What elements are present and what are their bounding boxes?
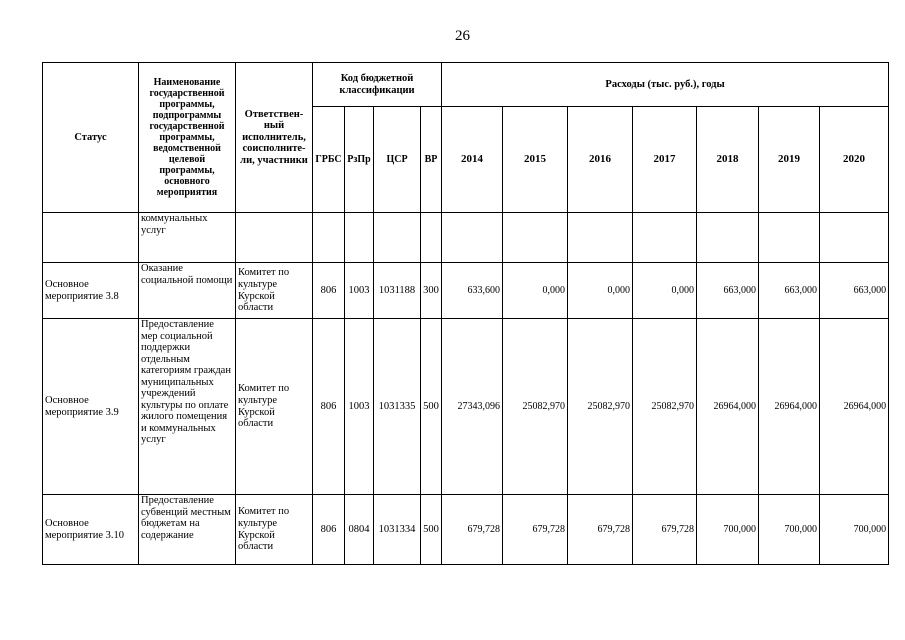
header-year-2020: 2020 [820, 107, 889, 213]
header-year-2014: 2014 [442, 107, 503, 213]
row-value-2020: 26964,000 [820, 319, 889, 495]
row-name: Предоставление субвенций местным бюджетам на содержание [139, 495, 236, 565]
row-value-2014: 27343,096 [442, 319, 503, 495]
row-grbs: 806 [313, 263, 345, 319]
row-status: Основное мероприятие 3.8 [43, 263, 139, 319]
row-value-2019 [759, 213, 820, 263]
row-value-2017 [633, 213, 697, 263]
header-program-name: Наименование государственной программы, подпрограммы государственной программы, ведомственной целевой программы, основного мероприятия [139, 63, 236, 213]
row-rzpr [345, 213, 374, 263]
row-name: Предоставление мер социальной поддержки отдельным категориям граждан муниципальных учреждений культуры по оплате жилого помещения и коммунальных услуг [139, 319, 236, 495]
row-value-2016: 679,728 [568, 495, 633, 565]
row-value-2019: 26964,000 [759, 319, 820, 495]
row-csr: 1031335 [374, 319, 421, 495]
row-value-2018: 26964,000 [697, 319, 759, 495]
header-expenses: Расходы (тыс. руб.), годы [442, 63, 889, 107]
header-status: Статус [43, 63, 139, 213]
header-executor: Ответствен-ный исполнитель, соисполните-ли, участники [236, 63, 313, 213]
row-vr: 300 [421, 263, 442, 319]
table-row [43, 495, 889, 565]
header-year-2019: 2019 [759, 107, 820, 213]
header-code-vr: ВР [421, 107, 442, 213]
row-grbs: 806 [313, 495, 345, 565]
row-value-2015: 0,000 [503, 263, 568, 319]
row-grbs [313, 213, 345, 263]
row-grbs: 806 [313, 319, 345, 495]
row-csr: 1031334 [374, 495, 421, 565]
row-value-2016 [568, 213, 633, 263]
row-executor: Комитет по культуре Курской области [236, 263, 313, 319]
row-value-2017: 25082,970 [633, 319, 697, 495]
row-value-2020: 700,000 [820, 495, 889, 565]
row-executor: Комитет по культуре Курской области [236, 495, 313, 565]
row-value-2015: 679,728 [503, 495, 568, 565]
header-budget-code: Код бюджетной классификации [313, 63, 442, 107]
row-value-2015 [503, 213, 568, 263]
row-value-2020: 663,000 [820, 263, 889, 319]
row-value-2019: 700,000 [759, 495, 820, 565]
row-rzpr: 1003 [345, 319, 374, 495]
row-rzpr: 1003 [345, 263, 374, 319]
page-number: 26 [455, 28, 470, 44]
row-csr [374, 213, 421, 263]
row-vr: 500 [421, 319, 442, 495]
table-row [43, 213, 889, 263]
header-year-2015: 2015 [503, 107, 568, 213]
row-executor [236, 213, 313, 263]
row-value-2015: 25082,970 [503, 319, 568, 495]
row-value-2014 [442, 213, 503, 263]
row-value-2018: 700,000 [697, 495, 759, 565]
row-value-2017: 0,000 [633, 263, 697, 319]
row-executor: Комитет по культуре Курской области [236, 319, 313, 495]
row-vr: 500 [421, 495, 442, 565]
header-code-grbs: ГРБС [313, 107, 345, 213]
table-row [43, 319, 889, 495]
row-value-2018: 663,000 [697, 263, 759, 319]
row-value-2014: 679,728 [442, 495, 503, 565]
row-status [43, 213, 139, 263]
row-value-2020 [820, 213, 889, 263]
row-value-2019: 663,000 [759, 263, 820, 319]
row-value-2014: 633,600 [442, 263, 503, 319]
row-name: Оказание социальной помощи [139, 263, 236, 319]
header-year-2017: 2017 [633, 107, 697, 213]
budget-table [42, 62, 889, 565]
row-status: Основное мероприятие 3.9 [43, 319, 139, 495]
header-year-2018: 2018 [697, 107, 759, 213]
row-vr [421, 213, 442, 263]
row-name: коммунальных услуг [139, 213, 236, 263]
row-value-2016: 0,000 [568, 263, 633, 319]
row-rzpr: 0804 [345, 495, 374, 565]
table-header [43, 63, 889, 213]
row-value-2018 [697, 213, 759, 263]
row-status: Основное мероприятие 3.10 [43, 495, 139, 565]
header-code-csr: ЦСР [374, 107, 421, 213]
table-row [43, 263, 889, 319]
row-value-2017: 679,728 [633, 495, 697, 565]
row-value-2016: 25082,970 [568, 319, 633, 495]
header-code-rzpr: РзПр [345, 107, 374, 213]
row-csr: 1031188 [374, 263, 421, 319]
header-year-2016: 2016 [568, 107, 633, 213]
